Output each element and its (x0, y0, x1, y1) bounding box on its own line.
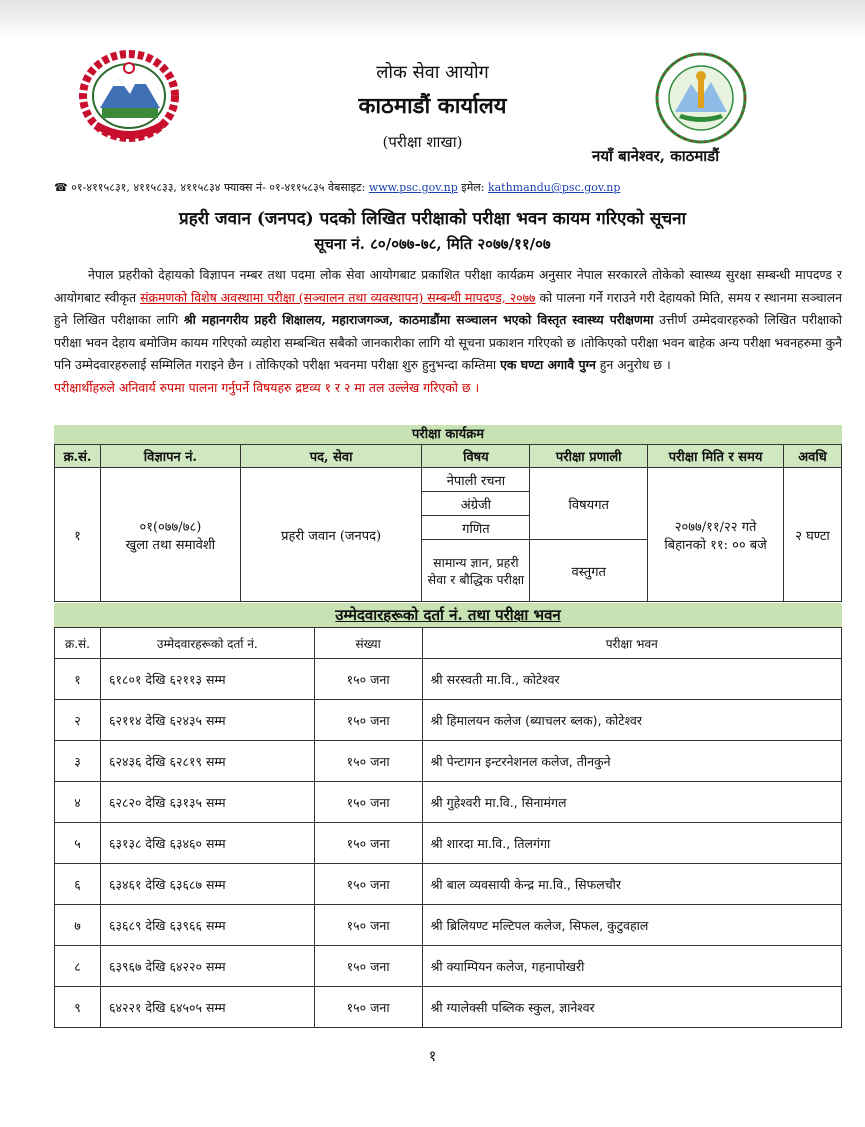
top-shade (0, 0, 865, 40)
row-serial: ५ (55, 823, 101, 864)
row-exam-center: श्री सरस्वती मा.वि., कोटेश्वर (422, 659, 841, 700)
row-count: १५० जना (314, 741, 422, 782)
col-subject: विषय (422, 445, 530, 468)
row-count: १५० जना (314, 905, 422, 946)
duration-cell: २ घण्टा (784, 468, 842, 602)
row-exam-center: श्री ग्यालेक्सी पब्लिक स्कुल, ज्ञानेश्वर (422, 987, 841, 1028)
col-serial: क्र.सं. (55, 628, 101, 659)
registration-table (54, 627, 842, 1028)
row-exam-center: श्री हिमालयन कलेज (ब्याचलर ब्लक), कोटेश्वर (422, 700, 841, 741)
body-part-4: हुन अनुरोध छ । (599, 357, 671, 373)
table-row (55, 905, 842, 946)
notice-title: प्रहरी जवान (जनपद) पदको लिखित परीक्षाको परीक्षा भवन कायम गरिएको सूचना (179, 209, 686, 229)
organization-name: लोक सेवा आयोग (376, 62, 489, 83)
row-registration-range: ६३९६७ देखि ६४२२० सम्म (100, 946, 314, 987)
row-registration-range: ६४२२१ देखि ६४५०५ सम्म (100, 987, 314, 1028)
body-part-1: नेपाल प्रहरीको देहायको विज्ञापन नम्बर तथा पदमा लोक सेवा आयोगबाट प्रकाशित परीक्षा कार्यक्रम अनुसार नेपाल सरकारले तोकेको स्वास्थ्य सुरक्षा सम्बन्धी मापदण्ड र आयोगबाट स्वीकृत (54, 267, 842, 305)
date-cell (648, 468, 784, 602)
advert-type: खुला तथा समावेशी (125, 537, 216, 553)
exam-program-heading: परीक्षा कार्यक्रम (54, 425, 842, 444)
email-link[interactable]: kathmandu@psc.gov.np (487, 181, 621, 194)
row-exam-center: श्री ब्रिलियण्ट मल्टिपल कलेज, सिफल, कुटुवहाल (422, 905, 841, 946)
exam-date: २०७७/११/२२ गते (674, 519, 757, 535)
notice-body (54, 264, 842, 400)
advert-cell (100, 468, 240, 602)
body-red-standard: संक्रमणको विशेष अवस्थामा परीक्षा (सञ्चालन तथा व्यवस्थापन) सम्बन्धी मापदण्ड, २०७७ (140, 289, 536, 305)
row-serial: ४ (55, 782, 101, 823)
website-link[interactable]: www.psc.gov.np (368, 181, 458, 194)
row-count: १५० जना (314, 659, 422, 700)
row-count: १५० जना (314, 946, 422, 987)
table-row (55, 659, 842, 700)
table-header-row (55, 628, 842, 659)
row-registration-range: ६३४६१ देखि ६३६८७ सम्म (100, 864, 314, 905)
contact-numbers: ☎ ०१-४११५८३१, ४११५८३३, ४११५८३४ फ्याक्स नं- ०१-४११५८३५ वेबसाइट: (54, 181, 366, 194)
col-system: परीक्षा प्रणाली (530, 445, 648, 468)
col-duration: अवधि (784, 445, 842, 468)
row-exam-center: श्री गुहेश्वरी मा.वि., सिनामंगल (422, 782, 841, 823)
row-serial: ९ (55, 987, 101, 1028)
table-row (55, 700, 842, 741)
row-count: १५० जना (314, 782, 422, 823)
system-cell: विषयगत (530, 468, 648, 540)
row-exam-center: श्री शारदा मा.वि., तिलगंगा (422, 823, 841, 864)
row-exam-center: श्री बाल व्यवसायी केन्द्र मा.वि., सिफलचौर (422, 864, 841, 905)
table-row (55, 946, 842, 987)
col-exam-center: परीक्षा भवन (422, 628, 841, 659)
row-serial: १ (55, 659, 101, 700)
body-red-note: परीक्षार्थीहरुले अनिवार्य रुपमा पालना गर्नुपर्ने विषयहरु द्रष्टव्य १ र २ मा तल उल्लेख गरिएको छ । (54, 379, 480, 395)
row-registration-range: ६३६८९ देखि ६३९६६ सम्म (100, 905, 314, 946)
body-bold-arrival: एक घण्टा अगावै पुग्न (500, 357, 596, 373)
col-count: संख्या (314, 628, 422, 659)
office-name: काठमाडौं कार्यालय (358, 93, 507, 119)
row-serial: ६ (55, 864, 101, 905)
serial-cell: १ (55, 468, 101, 602)
contact-line (54, 180, 620, 195)
exam-time: बिहानको ११: ०० बजे (664, 537, 767, 553)
table-row (55, 782, 842, 823)
table-row (55, 987, 842, 1028)
body-part-3: उत्तीर्ण उम्मेदवारहरुको लिखित परीक्षाको परीक्षा भवन देहाय बमोजिम कायम गरिएको व्यहोरा सम्बन्धित सबैको जानकारीका लागि यो सूचना प्रकाशन गरिएको छ ।तोकिएको परीक्षा भवन बाहेक अन्य परीक्षा भवनहरुमा कुनै पनि उम्मेदवारहरुलाई सम्मिलित गराइने छैन । तोकिएको परीक्षा भवनमा परीक्षा शुरु हुनुभन्दा कम्तिमा (54, 312, 842, 373)
subject-cell: गणित (422, 516, 530, 540)
row-registration-range: ६३१३८ देखि ६३४६० सम्म (100, 823, 314, 864)
table-header-row (55, 445, 842, 468)
exam-program-table (54, 444, 842, 602)
col-advert: विज्ञापन नं. (100, 445, 240, 468)
advert-number: ०१(०७७/७८) (139, 519, 202, 535)
row-exam-center: श्री पेन्टागन इन्टरनेशनल कलेज, तीनकुने (422, 741, 841, 782)
row-registration-range: ६२११४ देखि ६२४३५ सम्म (100, 700, 314, 741)
row-count: १५० जना (314, 700, 422, 741)
table-row (55, 823, 842, 864)
registration-heading-text: उम्मेदवारहरूको दर्ता नं. तथा परीक्षा भवन (335, 606, 561, 624)
row-registration-range: ६२४३६ देखि ६२८१९ सम्म (100, 741, 314, 782)
row-serial: ७ (55, 905, 101, 946)
system-cell: वस्तुगत (530, 540, 648, 602)
subject-cell: नेपाली रचना (422, 468, 530, 492)
subject-cell: सामान्य ज्ञान, प्रहरी सेवा र बौद्धिक परीक्षा (422, 540, 530, 602)
col-serial: क्र.सं. (55, 445, 101, 468)
col-date: परीक्षा मिति र समय (648, 445, 784, 468)
row-count: १५० जना (314, 823, 422, 864)
row-count: १५० जना (314, 864, 422, 905)
body-bold-venue: श्री महानगरीय प्रहरी शिक्षालय, महाराजगञ्ज, काठमाडौंमा सञ्चालन भएको विस्तृत स्वास्थ्य परीक्षणमा (183, 312, 654, 328)
table-row (55, 741, 842, 782)
row-registration-range: ६२८२० देखि ६३१३५ सम्म (100, 782, 314, 823)
table-row (55, 468, 842, 492)
registration-heading (54, 603, 842, 627)
table-row (55, 864, 842, 905)
row-count: १५० जना (314, 987, 422, 1028)
subject-cell: अंग्रेजी (422, 492, 530, 516)
post-cell: प्रहरी जवान (जनपद) (240, 468, 422, 602)
row-serial: २ (55, 700, 101, 741)
office-location: नयाँ बानेश्वर, काठमाडौं (592, 147, 720, 165)
page-number: १ (428, 1047, 437, 1065)
body-part-2: को पालना गर्ने गराउने गरी देहायको मिति, समय र स्थानमा सञ्चालन हुने लिखित परीक्षाका लागि (54, 289, 843, 328)
notice-number: सूचना नं. ८०/०७७-७८, मिति २०७७/११/०७ (314, 235, 551, 253)
email-label: इमेल: (461, 181, 485, 194)
branch-name: (परीक्षा शाखा) (382, 133, 463, 151)
col-post: पद, सेवा (240, 445, 422, 468)
row-exam-center: श्री क्याम्पियन कलेज, गहनापोखरी (422, 946, 841, 987)
row-serial: ८ (55, 946, 101, 987)
row-registration-range: ६१८०१ देखि ६२११३ सम्म (100, 659, 314, 700)
row-serial: ३ (55, 741, 101, 782)
col-registration-range: उम्मेदवारहरूको दर्ता नं. (100, 628, 314, 659)
